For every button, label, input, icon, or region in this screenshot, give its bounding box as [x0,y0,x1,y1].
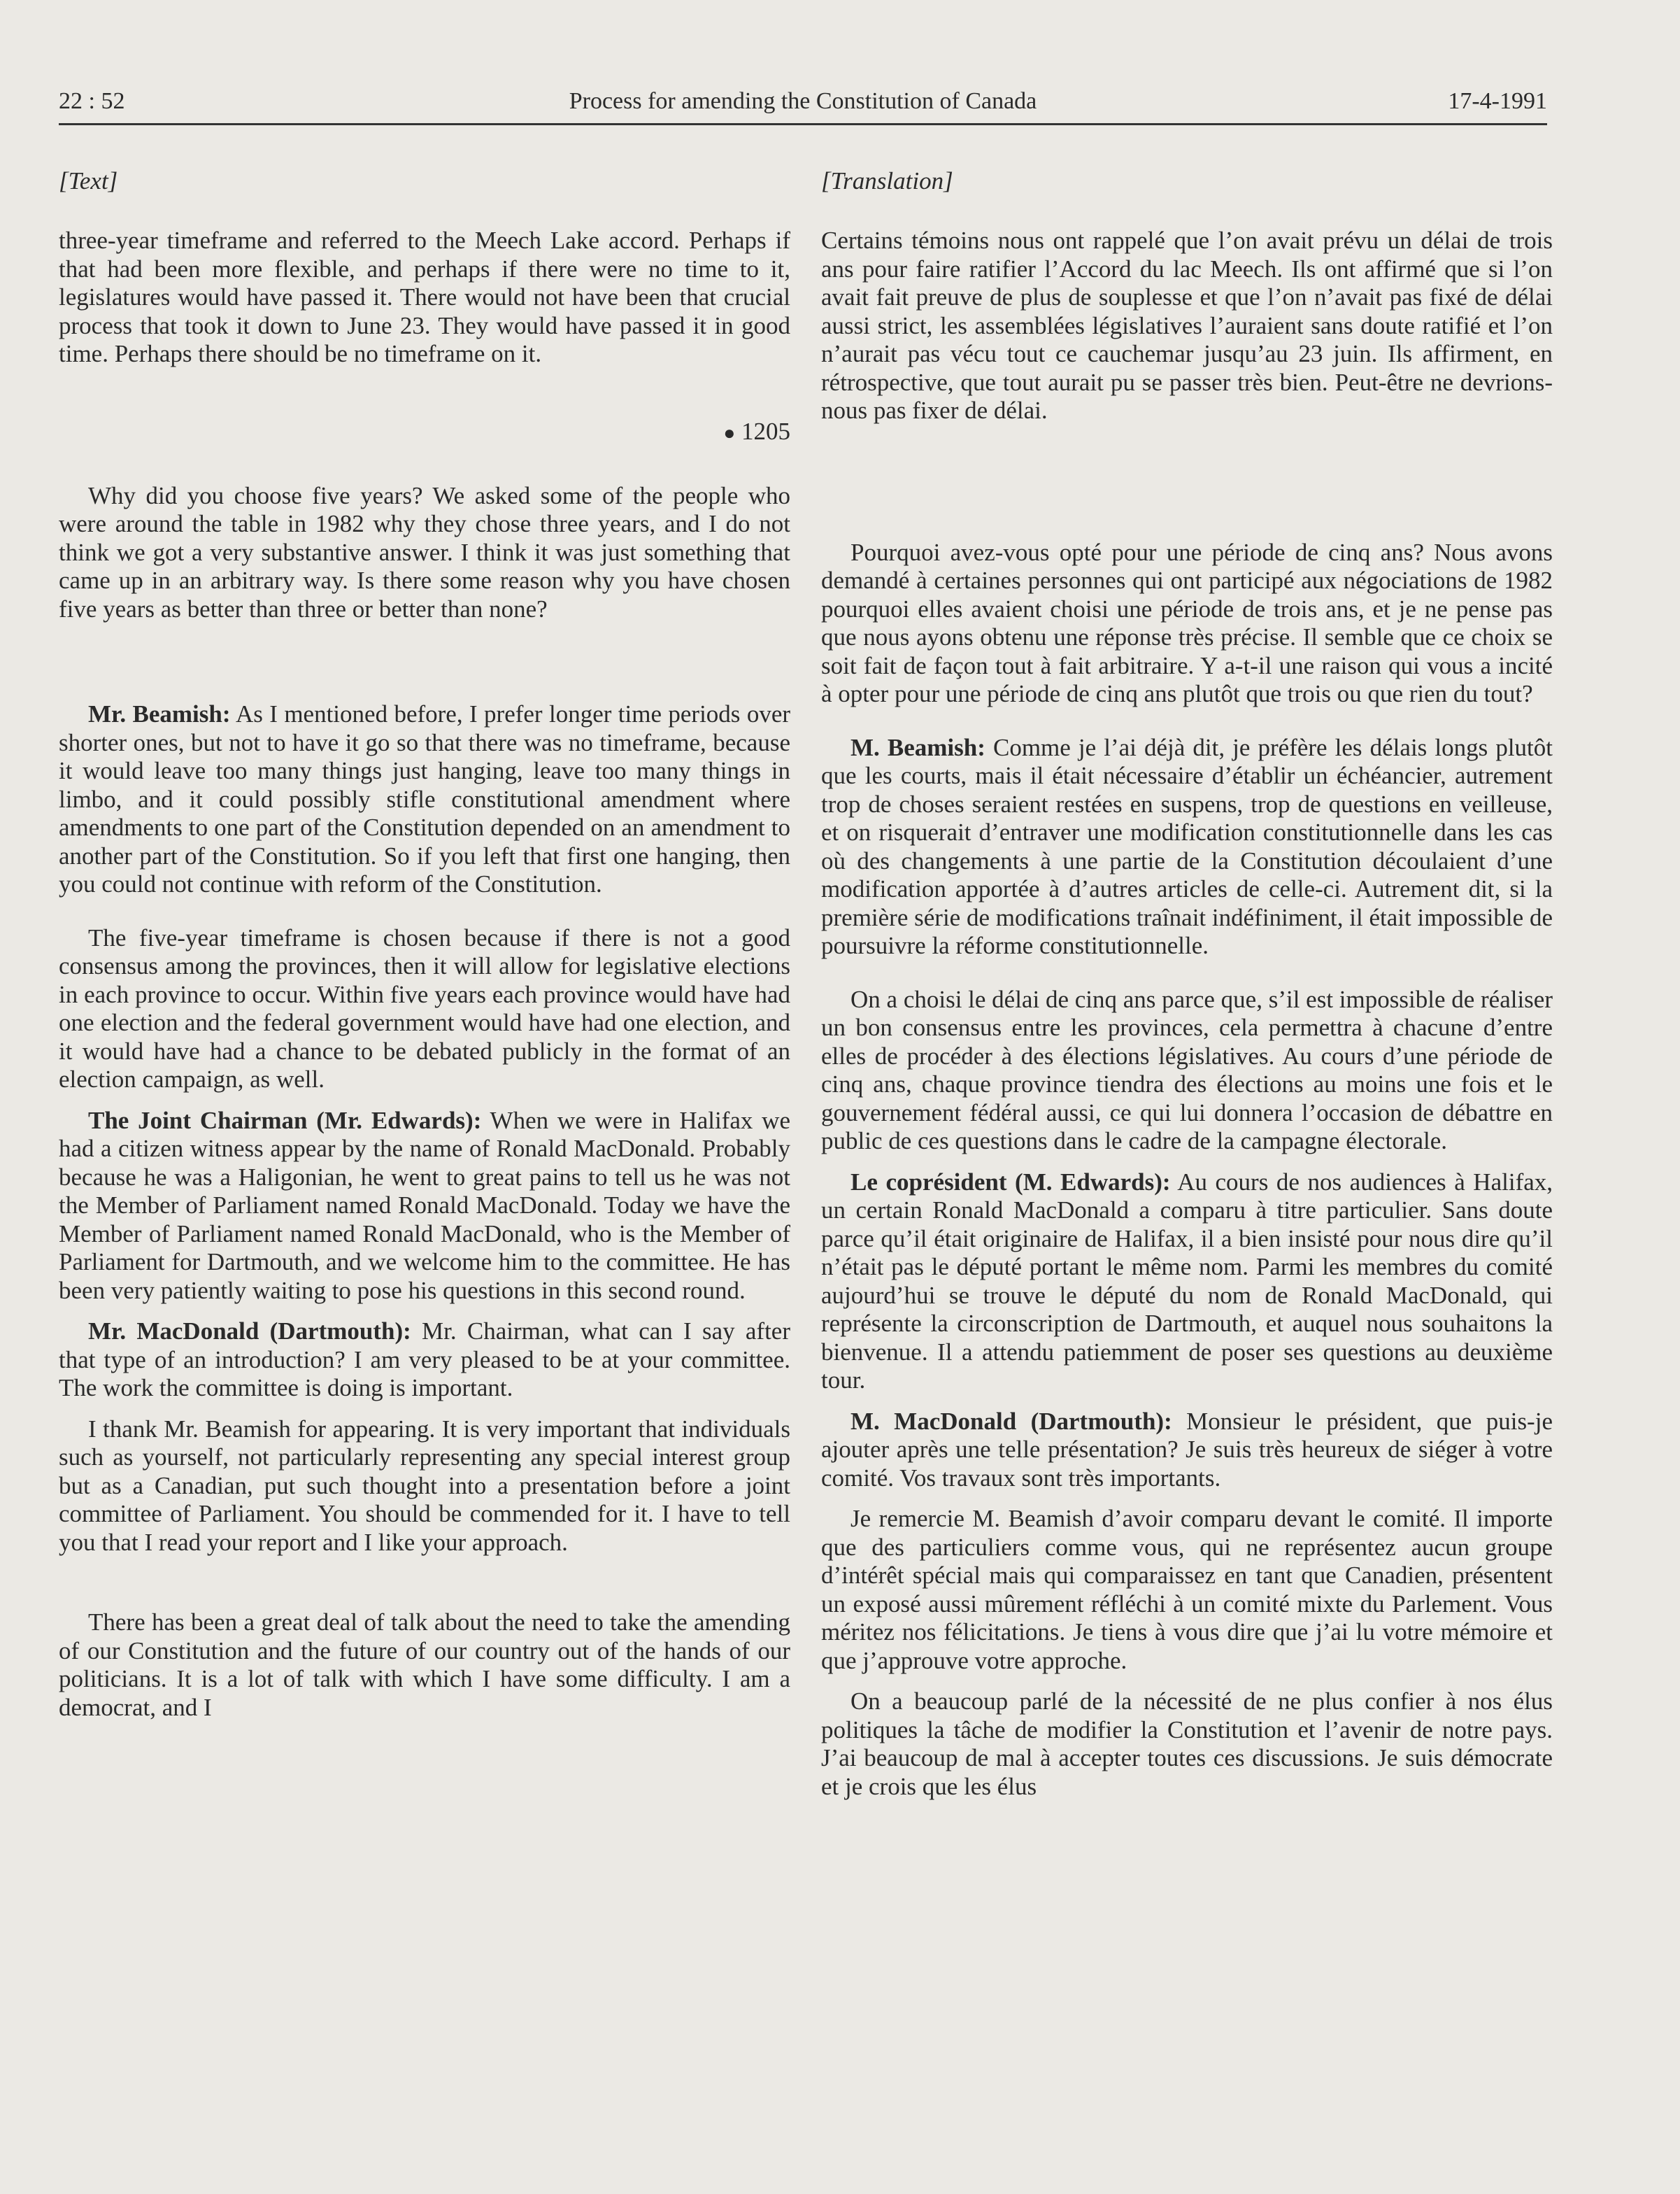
speech-text: Comme je l’ai déjà dit, je préfère les délais longs plutôt que les courts, mais il était nécessaire d’établir un échéancier, autrement trop de choses seraient restées en suspens, trop de questions en veilleuse, et on risquerait d’entraver une modification constitutionnelle dans les cas où des changements à une partie de la Constitution découlaient d’une modification apportée à d’autres articles de celle-ci. Autrement dit, si la première série de modifications traînait indéfiniment, il était impossible de poursuivre la réforme constitutionnelle. [821,733,1553,959]
paragraph: There has been a great deal of talk about the need to take the amending of our Constitution and the future of our country out of the hands of our politicians. It is a lot of talk with which I have some difficulty. I am a democrat, and I [59,1608,790,1721]
timestamp-marker [59,418,790,446]
speech-text: Au cours de nos audiences à Halifax, un certain Ronald MacDonald a comparu à titre particulier. Sans doute parce qu’il était originaire de Halifax, il a bien insisté pour nous dire qu’il n’était pas le député portant le même nom. Parmi les membres du comité aujourd’hui se trouve le député du nom de Ronald MacDonald, qui représente la circonscription de Dartmouth, et auquel nous souhaitons la bienvenue. Il a attendu patiemment de poser ses questions au deuxième tour. [821,1168,1553,1394]
paragraph: Certains témoins nous ont rappelé que l’on avait prévu un délai de trois ans pour faire ratifier l’Accord du lac Meech. Ils ont affirmé que si l’on avait fait preuve de plus de souplesse et que l’on n’avait pas fixé de délai aussi strict, les assemblées législatives l’auraient sans doute ratifié et l’on n’aurait pas vécu tout ce cauchemar jusqu’au 23 juin. Ils affirment, en rétrospective, que tout aurait pu se passer très bien. Peut-être ne devrions-nous pas fixer de délai. [821,227,1553,424]
running-title: Process for amending the Constitution of Canada [569,88,1037,114]
speaker-paragraph [821,734,1553,961]
english-column [59,167,790,1722]
speaker-name: Mr. MacDonald (Dartmouth): [88,1317,411,1345]
page-number: 22 : 52 [59,88,125,114]
page-header [59,83,1547,125]
paragraph: On a choisi le délai de cinq ans parce que, s’il est impossible de réaliser un bon consensus entre les provinces, cela permettra à chacune d’entre elles de procéder à des élections législatives. Au cours d’une période de cinq ans, chaque province tiendra des élections au moins une fois et le gouvernement fédéral aussi, ce qui lui donnera l’occasion de débattre en public de ces questions dans le cadre de la campagne électorale. [821,985,1553,1154]
page-date: 17-4-1991 [1448,88,1547,114]
speech-text: As I mentioned before, I prefer longer time periods over shorter ones, but not to have it go so that there was no timeframe, because it would leave too many things just hanging, leave too many things in limbo, and it could possibly stifle constitutional amendment where amendments to one part of the Constitution depended on an amendment to another part of the Constitution. So if you left that first one hanging, then you could not continue with reform of the Constitution. [59,700,791,898]
speaker-paragraph [59,700,790,899]
speaker-name: M. MacDonald (Dartmouth): [850,1407,1172,1435]
speaker-paragraph [59,1107,790,1305]
bullet-icon: ● [723,422,736,444]
speaker-name: M. Beamish: [850,733,985,761]
paragraph: Why did you choose five years? We asked some of the people who were around the table in 1982 why they chose three years, and I do not think we got a very substantive answer. I think it was just something that came up in an arbitrary way. Is there some reason why you have chosen five years as better than three or better than none? [59,481,790,623]
paragraph: The five-year timeframe is chosen because if there is not a good consensus among the provinces, then it will allow for legislative elections in each province to occur. Within five years each province would have had one election and the federal government would have had one election, and it would have had a chance to be debated publicly in the format of an election campaign, as well. [59,923,790,1093]
speaker-name: Mr. Beamish: [88,700,231,728]
column-label-translation: [Translation] [821,167,953,194]
timestamp-value: 1205 [741,417,790,445]
column-label-text: [Text] [59,167,118,194]
paragraph: I thank Mr. Beamish for appearing. It is very important that individuals such as yourself, not particularly representing any special interest group but as a Canadian, put such thought into a presentation before a joint committee of Parliament. You should be commended for it. I have to tell you that I read your report and I like your approach. [59,1415,790,1556]
paragraph: On a beaucoup parlé de la nécessité de ne plus confier à nos élus politiques la tâche de modifier la Constitution et l’avenir de notre pays. J’ai beaucoup de mal à accepter toutes ces discussions. Je suis démocrate et je crois que les élus [821,1687,1553,1800]
speaker-paragraph [821,1408,1553,1493]
speaker-paragraph [821,1168,1553,1395]
speaker-name: Le coprésident (M. Edwards): [850,1168,1171,1196]
speaker-name: The Joint Chairman (Mr. Edwards): [88,1106,482,1134]
paragraph: Pourquoi avez-vous opté pour une période de cinq ans? Nous avons demandé à certaines personnes qui ont participé aux négociations de 1982 pourquoi elles avaient choisi une période de trois ans, et je ne pense pas que nous ayons obtenu une réponse très précise. Il semble que ce choix se soit fait de façon tout à fait arbitraire. Y a-t-il une raison qui vous a incité à opter pour une période de cinq ans plutôt que trois ou que rien du tout? [821,538,1553,707]
speech-text: When we were in Halifax we had a citizen witness appear by the name of Ronald MacDonald. Probably because he was a Haligonian, he went to great pains to tell us he was not the Member of Parliament named Ronald MacDonald. Today we have the Member of Parliament named Ronald MacDonald, who is the Member of Parliament for Dartmouth, and we welcome him to the committee. He has been very patiently waiting to pose his questions in this second round. [59,1106,790,1304]
speech-text: Monsieur le président, que puis-je ajouter après une telle présentation? Je suis très heureux de siéger à votre comité. Vos travaux sont très importants. [821,1407,1553,1492]
speech-text: Mr. Chairman, what can I say after that type of an introduction? I am very pleased to be at your committee. The work the committee is doing is important. [59,1317,790,1401]
french-column [821,167,1553,1801]
speaker-paragraph [59,1317,790,1403]
paragraph: three-year timeframe and referred to the Meech Lake accord. Perhaps if that had been more flexible, and perhaps if there were no time to it, legislatures would have passed it. There would not have been that crucial process that took it down to June 23. They would have passed it in good time. Perhaps there should be no timeframe on it. [59,227,790,367]
paragraph: Je remercie M. Beamish d’avoir comparu devant le comité. Il importe que des particuliers comme vous, qui ne représentez aucun groupe d’intérêt spécial mais qui comparaissez en tant que Canadien, présentent un exposé aussi mûrement réfléchi à un comité mixte du Parlement. Vous méritez nos félicitations. Je tiens à vous dire que j’ai lu votre mémoire et que j’approuve votre approche. [821,1505,1553,1674]
